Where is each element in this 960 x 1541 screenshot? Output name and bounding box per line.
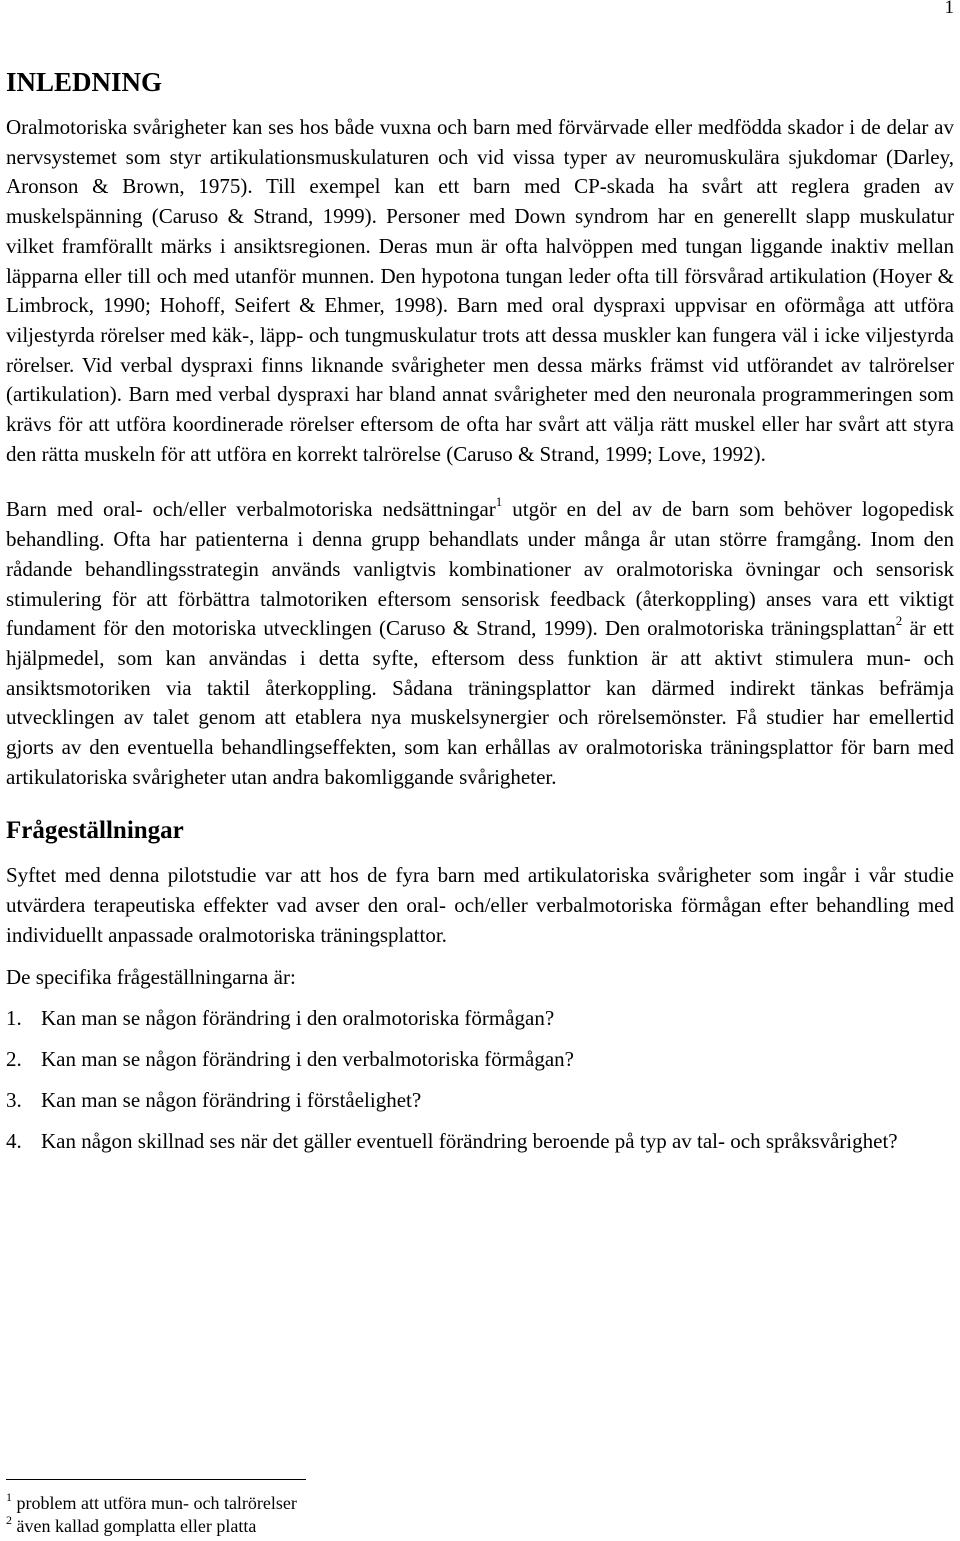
footnote-text: problem att utföra mun- och talrörelser <box>16 1493 297 1513</box>
footnote-mark: 1 <box>6 1490 12 1504</box>
footnote-mark: 2 <box>6 1513 12 1527</box>
question-number: 1. <box>6 1006 22 1031</box>
footnote-divider <box>6 1479 306 1480</box>
paragraph-treatment-part2: utgör en del av de barn som behöver logopedisk behandling. Ofta har patienterna i denna grupp behandlats under många år utan större framgång. Inom den rådande behandlingsstrategin används vanligtvis kombinationer av oralmotoriska övningar och sensorisk stimulering för att förbättra talmotoriken eftersom sensorisk feedback (återkoppling) anses vara ett viktigt fundament för den motoriska utvecklingen (Caruso & Strand, 1999). Den oralmotoriska träningsplattan <box>6 497 954 641</box>
question-item <box>6 1045 954 1074</box>
question-item <box>6 1086 954 1115</box>
footnote-ref-1: 1 <box>495 494 503 510</box>
footnote-2 <box>6 1515 706 1538</box>
page-number: 1 <box>944 0 954 18</box>
paragraph-purpose: Syftet med denna pilotstudie var att hos de fyra barn med artikulatoriska svårigheter som ingår i vår studie utvärdera terapeutiska effekter vad avser den oral- och/eller verbalmotoriska förmågan efter behandling med individuellt anpassade oralmotoriska träningsplattor. <box>6 863 954 947</box>
question-text: Kan någon skillnad ses när det gäller eventuell förändring beroende på typ av tal- och språksvårighet? <box>41 1129 898 1154</box>
paragraph-treatment-part3: är ett hjälpmedel, som kan användas i detta syfte, eftersom dess funktion är att aktivt stimulera mun- och ansiktsmotoriken via taktil återkoppling. Sådana träningsplattor kan därmed indirekt tänkas befrämja utvecklingen av talet genom att etablera nya muskelsynergier och rörelsemönster. Få studier har emellertid gjorts av den eventuella behandlingseffekten, som kan erhållas av oralmotoriska träningsplattor för barn med artikulatoriska svårigheter utan andra bakomliggande svårigheter. <box>6 616 954 789</box>
paragraph-intro: Oralmotoriska svårigheter kan ses hos både vuxna och barn med förvärvade eller medfödda skador i de delar av nervsystemet som styr artikulationsmuskulaturen och vid vissa typer av neuromuskulära sjukdomar (Darley, Aronson & Brown, 1975). Till exempel kan ett barn med CP-skada ha svårt att reglera graden av muskelspänning (Caruso & Strand, 1999). Personer med Down syndrom har en generellt slapp muskulatur vilket framförallt märks i ansiktsregionen. Deras mun är ofta halvöppen med tungan liggande inaktiv mellan läpparna eller till och med utanför munnen. Den hypotona tungan leder ofta till försvårad artikulation (Hoyer & Limbrock, 1990; Hohoff, Seifert & Ehmer, 1998). Barn med oral dyspraxi uppvisar en oförmåga att utföra viljestyrda rörelser med käk-, läpp- och tungmuskulatur trots att dessa muskler kan fungera väl i icke viljestyrda rörelser. Vid verbal dyspraxi finns liknande svårigheter men dessa märks främst vid utförandet av talrörelser (artikulation). Barn med verbal dyspraxi har bland annat svårigheter med den neuronala programmeringen som krävs för att utföra koordinerade rörelser eftersom de ofta har svårt att välja rätt muskel eller har svårt att styra den rätta muskeln för att utföra en korrekt talrörelse (Caruso & Strand, 1999; Love, 1992). <box>6 115 954 466</box>
document-body <box>6 66 954 1168</box>
section-heading: INLEDNING <box>6 67 163 97</box>
footnote-ref-2: 2 <box>895 613 903 629</box>
question-number: 3. <box>6 1088 22 1113</box>
footnote-1 <box>6 1492 706 1515</box>
question-list <box>6 1004 954 1156</box>
question-text: Kan man se någon förändring i den verbalmotoriska förmågan? <box>41 1047 574 1072</box>
question-number: 2. <box>6 1047 22 1072</box>
paragraph-treatment-part1: Barn med oral- och/eller verbalmotoriska nedsättningar <box>6 497 496 522</box>
question-text: Kan man se någon förändring i den oralmotoriska förmågan? <box>41 1006 555 1031</box>
subsection-heading: Frågeställningar <box>6 817 184 845</box>
question-item <box>6 1127 954 1156</box>
question-item <box>6 1004 954 1033</box>
question-number: 4. <box>6 1129 22 1154</box>
paragraph-treatment <box>6 495 954 792</box>
footnotes <box>6 1479 706 1538</box>
question-text: Kan man se någon förändring i förståelighet? <box>41 1088 422 1113</box>
footnote-text: även kallad gomplatta eller platta <box>16 1516 257 1536</box>
paragraph-questions-intro: De specifika frågeställningarna är: <box>6 964 296 989</box>
